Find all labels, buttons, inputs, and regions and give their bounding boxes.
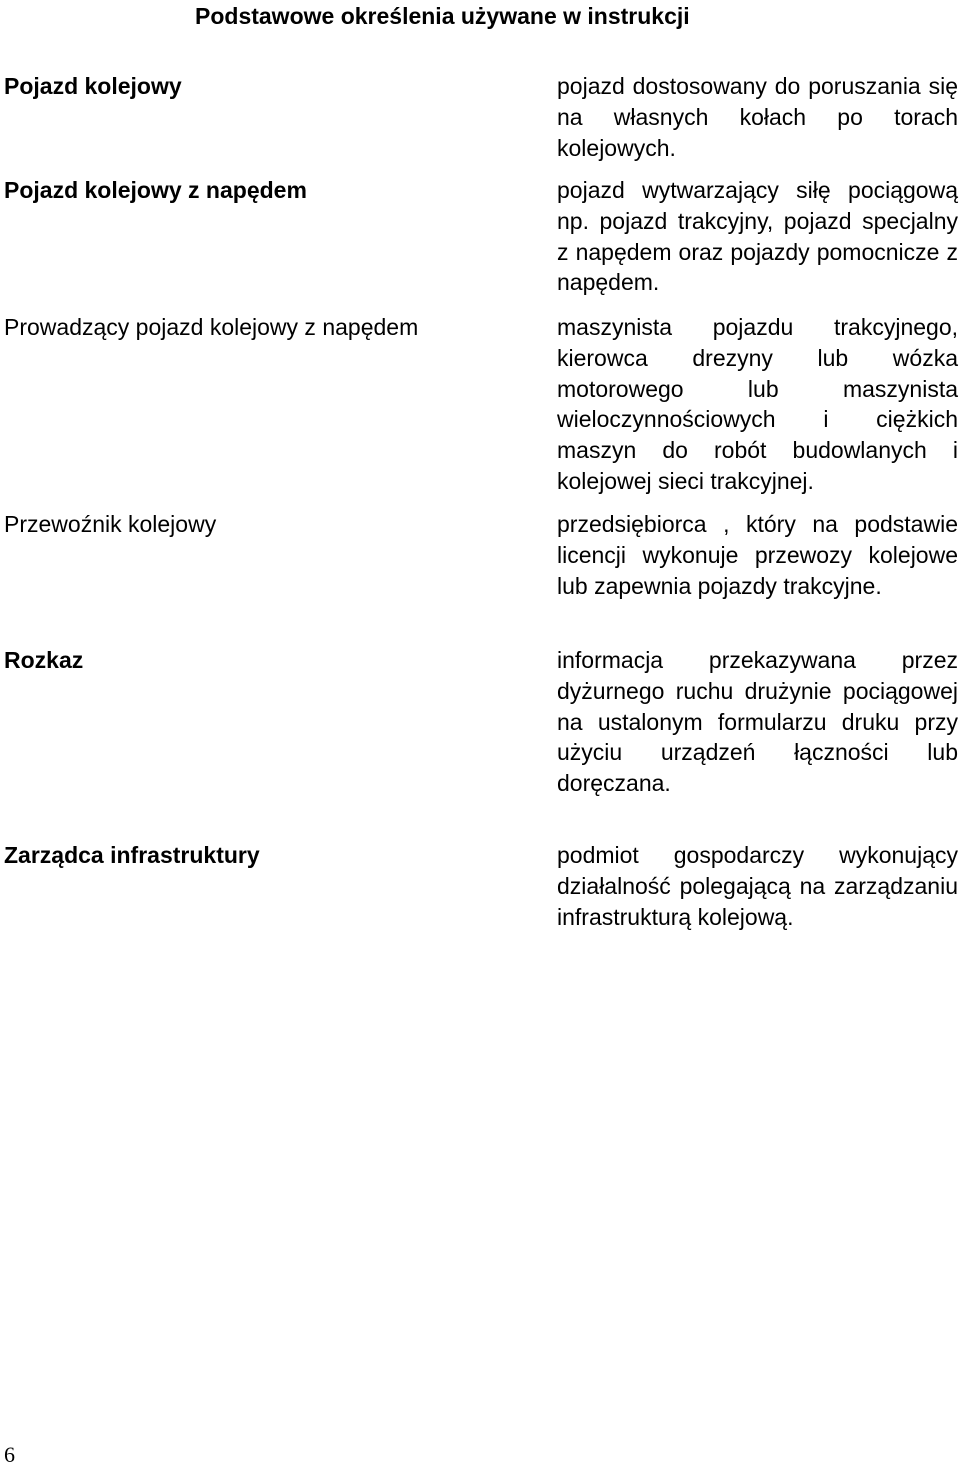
definition-text: podmiot gospodarczy wykonujący działalność polegającą na zarządzaniu infrastrukturą kolejową.: [557, 842, 958, 930]
definition-text: pojazd dostosowany do poruszania się na własnych kołach po torach kolejowych.: [557, 73, 958, 161]
page-number: 6: [4, 1442, 15, 1467]
page-title: Podstawowe określenia używane w instrukcji: [195, 3, 690, 29]
term-label: Pojazd kolejowy: [4, 73, 182, 99]
term-label: Zarządca infrastruktury: [4, 842, 260, 868]
term-label: Rozkaz: [4, 647, 84, 673]
term-label: Przewoźnik kolejowy: [4, 511, 217, 537]
definition-text: pojazd wytwarzający siłę pociągową np. pojazd trakcyjny, pojazd specjalny z napędem oraz pojazdy pomocnicze z napędem.: [557, 177, 958, 296]
definition-text: maszynista pojazdu trakcyjnego, kierowca drezyny lub wózka motorowego lub maszynista wieloczynnościowych i ciężkich maszyn do robót budowlanych i kolejowej sieci trakcyjnej.: [557, 314, 958, 494]
definition-text: informacja przekazywana przez dyżurnego ruchu drużynie pociągowej na ustalonym formularzu druku przy użyciu urządzeń łączności lub doręczana.: [557, 647, 958, 797]
term-label: Pojazd kolejowy z napędem: [4, 177, 307, 203]
definition-text: przedsiębiorca , który na podstawie licencji wykonuje przewozy kolejowe lub zapewnia pojazdy trakcyjne.: [557, 511, 958, 599]
term-label: Prowadzący pojazd kolejowy z napędem: [4, 314, 419, 340]
